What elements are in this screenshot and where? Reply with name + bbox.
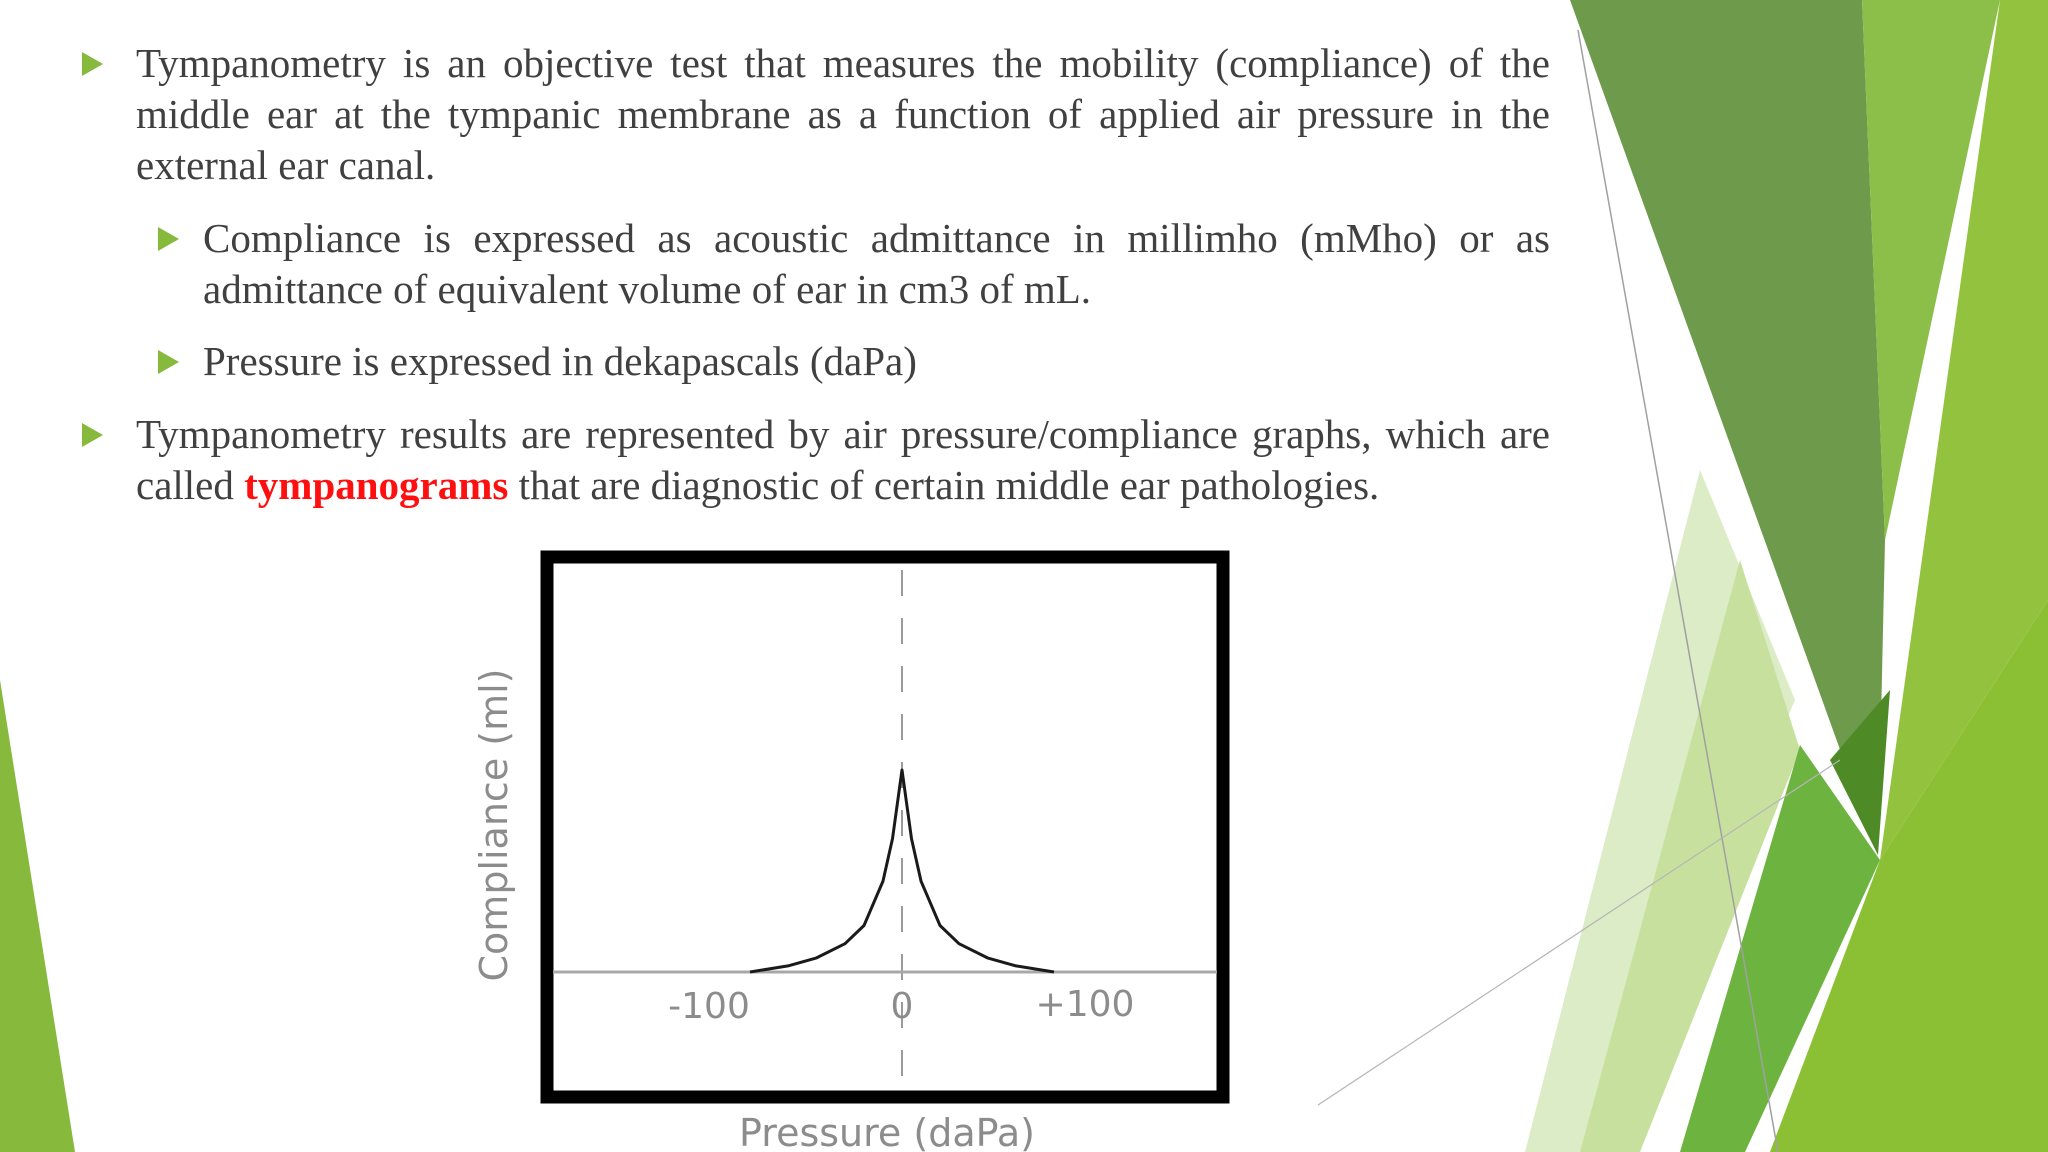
subbullet-compliance-units xyxy=(203,213,1550,315)
x-axis-label: Pressure (daPa) xyxy=(739,1111,1035,1152)
y-axis-label: Compliance (ml) xyxy=(472,668,516,982)
highlight-tympanograms: tympanograms xyxy=(244,462,509,508)
bullet-text: Tympanometry is an objective test that measures the mobility (compliance) of the middle ear at the tympanic membrane as a function of applied air pressure in the external ear canal. xyxy=(136,40,1550,188)
subbullet-pressure-units xyxy=(203,336,1550,387)
bullet-arrow-icon xyxy=(158,227,179,251)
bullet-text-before: Tympanometry results are represented by air pressure/compliance graphs, which are called xyxy=(136,411,1550,508)
tympanogram-chart xyxy=(455,532,1315,1152)
bullet-text: Compliance is expressed as acoustic admittance in millimho (mMho) or as admittance of equivalent volume of ear in cm3 of mL. xyxy=(203,215,1550,312)
x-tick-label-pos100: +100 xyxy=(1035,984,1135,1025)
x-tick-label-0: 0 xyxy=(890,986,914,1027)
x-tick-label-neg100: -100 xyxy=(668,986,750,1027)
bullet-arrow-icon xyxy=(82,52,103,76)
bullet-arrow-icon xyxy=(158,350,179,374)
bullet-arrow-icon xyxy=(82,423,103,447)
bullet-tympanometry-definition xyxy=(136,38,1550,191)
bullet-text-after: that are diagnostic of certain middle ear pathologies. xyxy=(508,462,1380,508)
bullet-tympanogram-results xyxy=(136,409,1550,511)
bullet-text: Pressure is expressed in dekapascals (daPa) xyxy=(203,338,917,384)
